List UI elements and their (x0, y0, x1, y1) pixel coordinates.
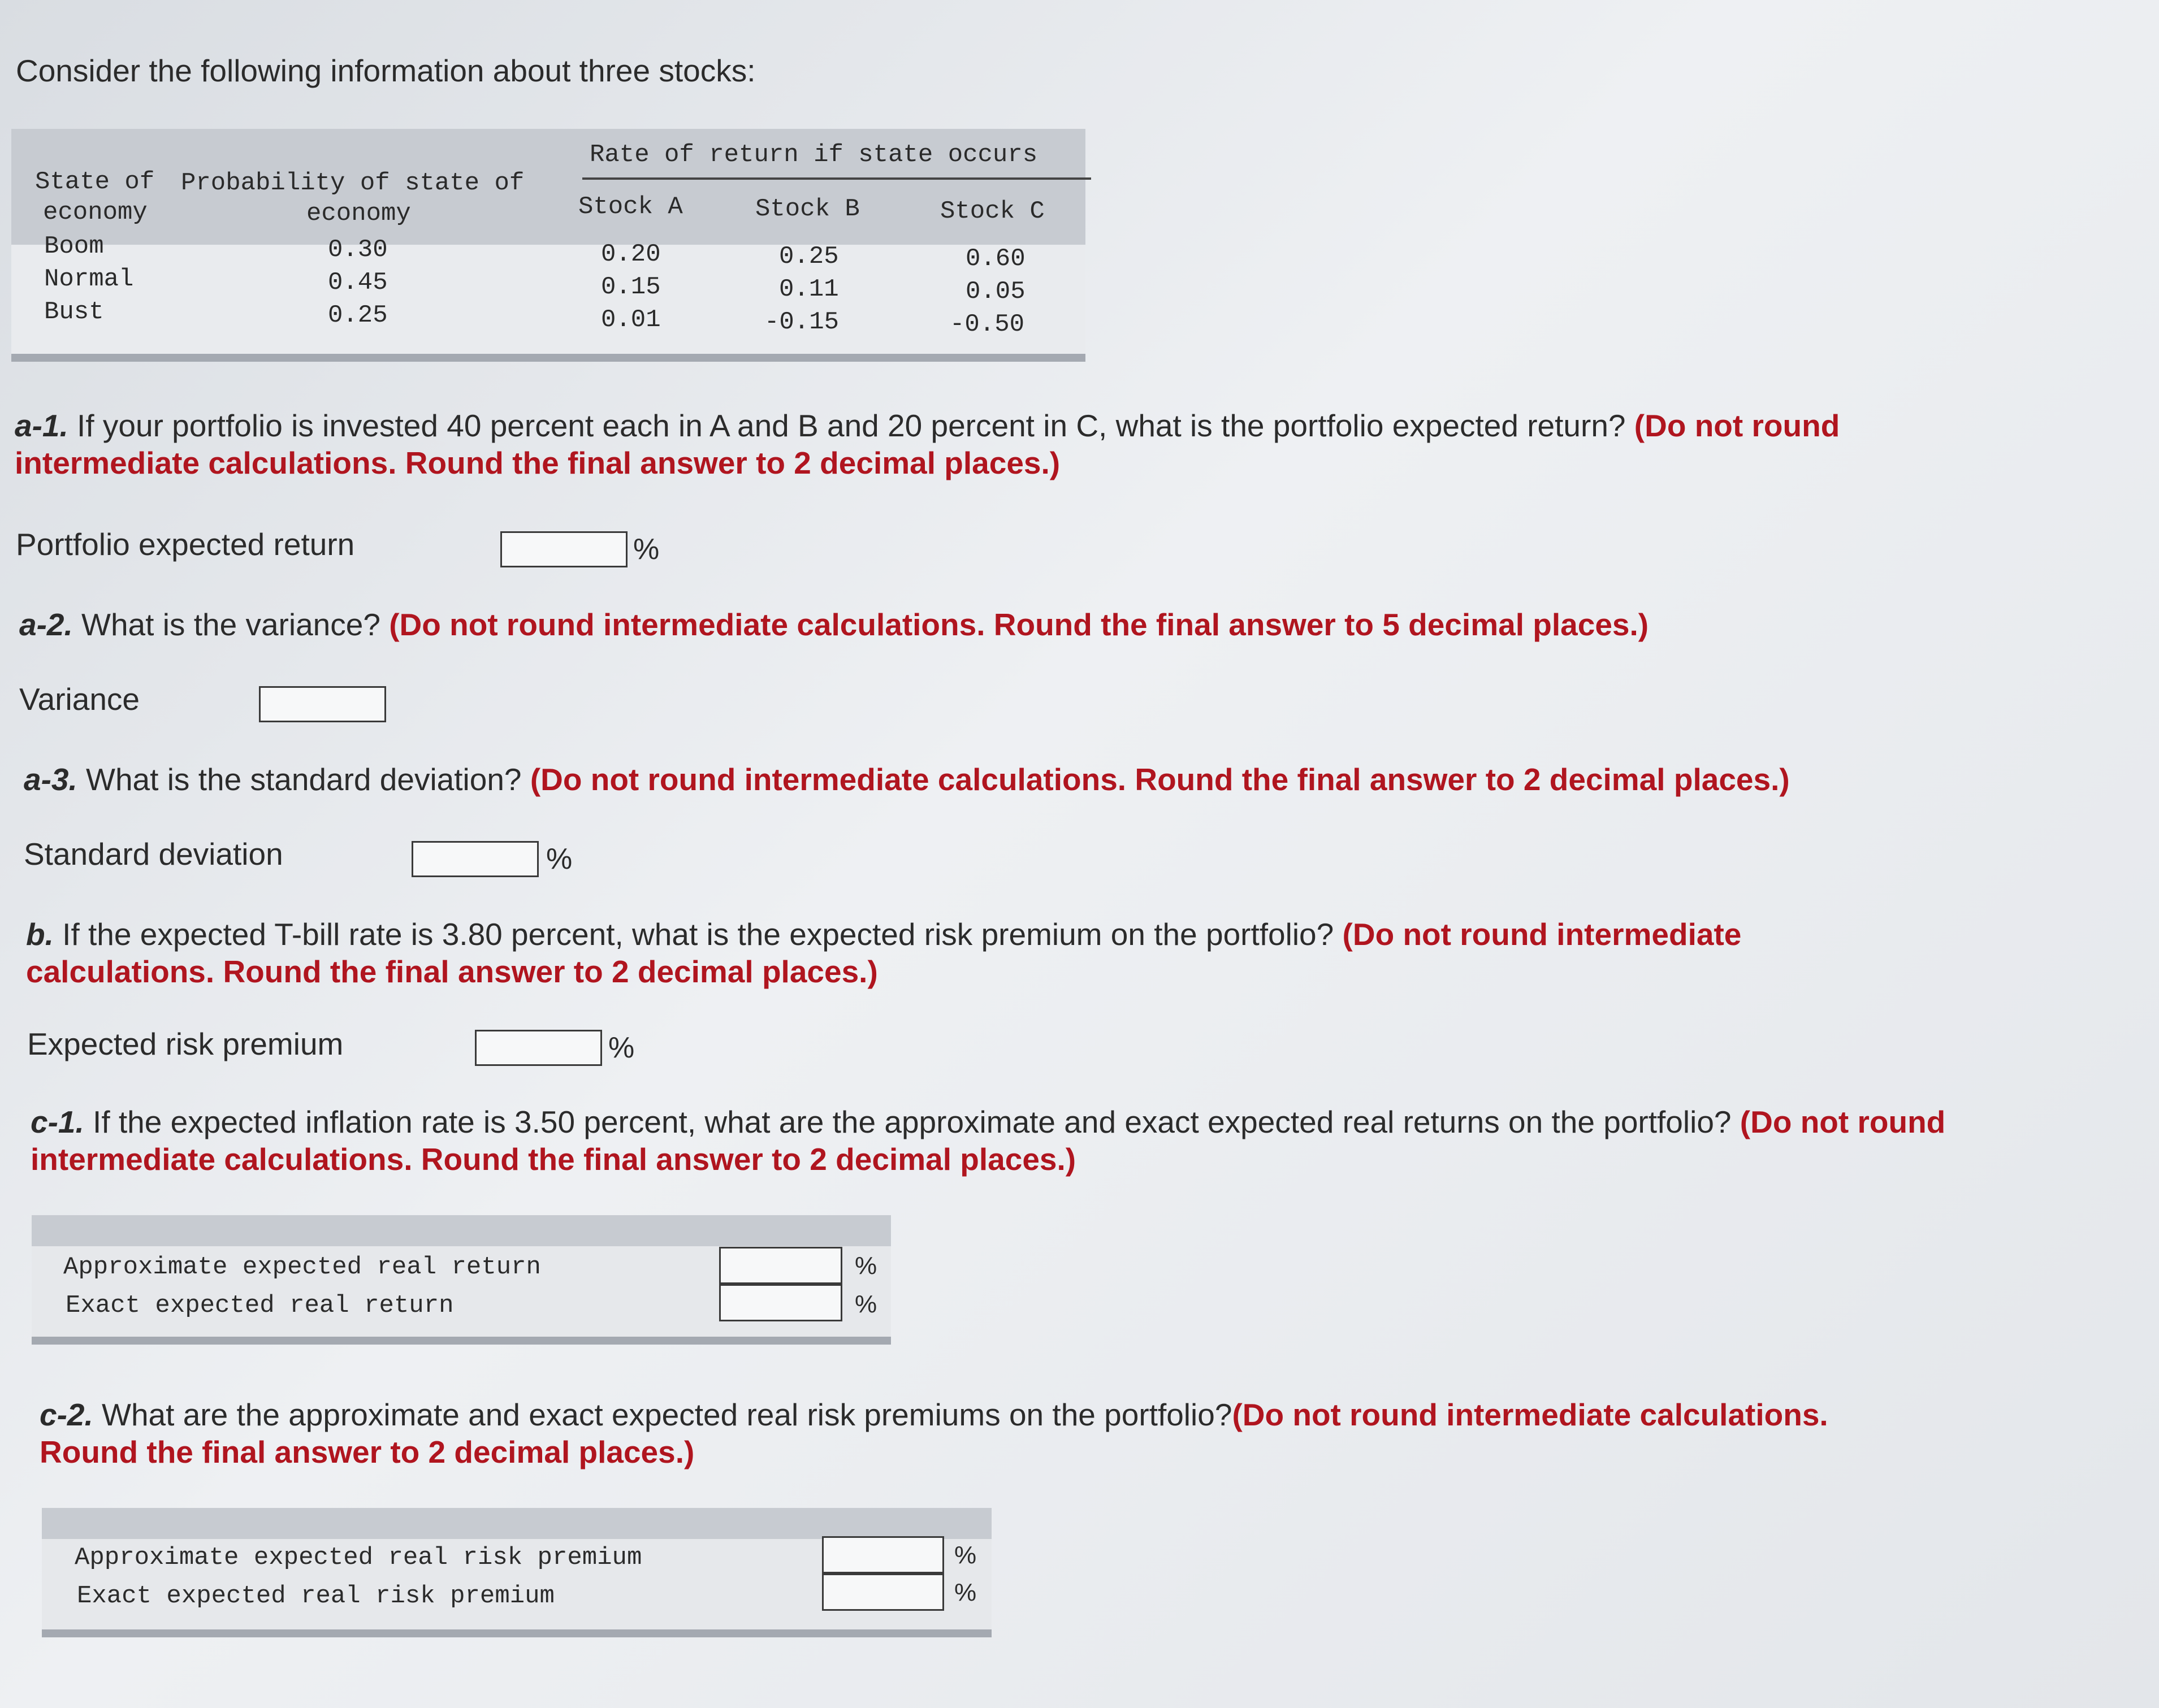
stock-table (11, 129, 1085, 361)
question-a1 (15, 407, 1993, 482)
answer-table-rule (42, 1629, 992, 1637)
col-prob-line1: Probability of state of (181, 169, 525, 197)
table-row-prob: 0.30 (328, 236, 388, 264)
rounding-note: (Do not round intermediate calculations. Round the final answer to 2 decimal places.) (15, 408, 1840, 480)
table-row-state: Boom (44, 232, 104, 261)
question-text: If the expected T-bill rate is 3.80 percent, what is the expected risk premium on the portfolio? (53, 917, 1343, 952)
col-stock-b: Stock B (755, 195, 860, 223)
table-row-stock-a: 0.15 (601, 273, 661, 301)
table-row-prob: 0.25 (328, 301, 388, 330)
question-text: If the expected inflation rate is 3.50 percent, what are the approximate and exact expected real returns on the portfolio? (84, 1104, 1740, 1139)
question-text: If your portfolio is invested 40 percent each in A and B and 20 percent in C, what is the portfolio expected return? (68, 408, 1634, 443)
percent-unit: % (546, 843, 573, 875)
table-row-state: Bust (44, 298, 104, 326)
group-header-underline (582, 177, 1091, 180)
rounding-note: (Do not round intermediate calculations. Round the final answer to 2 decimal places.) (31, 1104, 1946, 1177)
col-state-line1: State of (35, 168, 155, 196)
real-return-table (32, 1215, 891, 1351)
question-label: c-2. (40, 1397, 93, 1432)
table-row-stock-a: 0.20 (601, 240, 661, 268)
variance-label: Variance (19, 682, 140, 717)
standard-deviation-label: Standard deviation (24, 836, 283, 872)
answer-table-header-bg (42, 1508, 992, 1539)
rounding-note: (Do not round intermediate calculations. Round the final answer to 2 decimal places.) (26, 917, 1742, 989)
table-row-prob: 0.45 (328, 268, 388, 297)
question-a2 (19, 606, 1998, 643)
portfolio-expected-return-label: Portfolio expected return (16, 527, 355, 562)
approx-real-risk-premium-input[interactable] (822, 1536, 944, 1573)
percent-unit: % (954, 1541, 977, 1569)
question-label: a-3. (24, 762, 77, 797)
real-risk-premium-table (42, 1508, 992, 1644)
percent-unit: % (855, 1290, 877, 1318)
expected-risk-premium-label: Expected risk premium (27, 1026, 344, 1061)
expected-risk-premium-input[interactable] (475, 1030, 602, 1066)
standard-deviation-input[interactable] (412, 841, 539, 877)
group-header: Rate of return if state occurs (590, 141, 1038, 169)
percent-unit: % (608, 1031, 635, 1064)
rounding-note: (Do not round intermediate calculations. Round the final answer to 2 decimal places.) (530, 762, 1790, 797)
rounding-note: (Do not round intermediate calculations. Round the final answer to 5 decimal places.) (389, 607, 1649, 642)
rounding-note: (Do not round intermediate calculations. Round the final answer to 2 decimal places.) (40, 1397, 1828, 1469)
percent-unit: % (954, 1579, 977, 1606)
approx-real-risk-premium-label: Approximate expected real risk premium (75, 1544, 642, 1572)
table-row-stock-c: 0.05 (966, 278, 1026, 306)
col-stock-a: Stock A (578, 193, 683, 221)
exact-real-risk-premium-label: Exact expected real risk premium (77, 1582, 555, 1610)
question-label: c-1. (31, 1104, 84, 1139)
intro-text: Consider the following information about three stocks: (16, 53, 756, 88)
table-row-stock-b: -0.15 (764, 308, 840, 336)
col-state-line2: economy (43, 198, 148, 227)
approx-real-return-input[interactable] (719, 1247, 842, 1284)
table-row-state: Normal (44, 265, 134, 293)
answer-table-header-bg (32, 1215, 891, 1246)
percent-unit: % (855, 1252, 877, 1280)
question-label: a-1. (15, 408, 68, 443)
question-text: What is the variance? (72, 607, 390, 642)
question-label: b. (26, 917, 54, 952)
question-c1 (31, 1103, 1964, 1178)
exact-real-risk-premium-input[interactable] (822, 1573, 944, 1611)
answer-table-rule (32, 1337, 891, 1345)
table-row-stock-b: 0.11 (779, 275, 839, 304)
exact-real-return-input[interactable] (719, 1284, 842, 1321)
question-a3 (24, 761, 2002, 798)
table-row-stock-a: 0.01 (601, 306, 661, 334)
table-row-stock-c: 0.60 (966, 245, 1026, 273)
question-c2 (40, 1396, 1905, 1471)
question-label: a-2. (19, 607, 73, 642)
col-stock-c: Stock C (940, 197, 1045, 226)
question-b (26, 916, 1880, 990)
question-text: What are the approximate and exact expected real risk premiums on the portfolio? (93, 1397, 1232, 1432)
col-prob-line2: economy (306, 200, 411, 228)
table-bottom-rule (11, 354, 1085, 362)
table-body-bg (11, 245, 1085, 355)
table-row-stock-c: -0.50 (950, 310, 1025, 339)
table-row-stock-b: 0.25 (779, 242, 839, 271)
question-text: What is the standard deviation? (77, 762, 530, 797)
approx-real-return-label: Approximate expected real return (63, 1253, 541, 1281)
percent-unit: % (633, 533, 660, 566)
exact-real-return-label: Exact expected real return (66, 1291, 454, 1320)
portfolio-expected-return-input[interactable] (500, 531, 628, 567)
variance-input[interactable] (259, 686, 386, 722)
